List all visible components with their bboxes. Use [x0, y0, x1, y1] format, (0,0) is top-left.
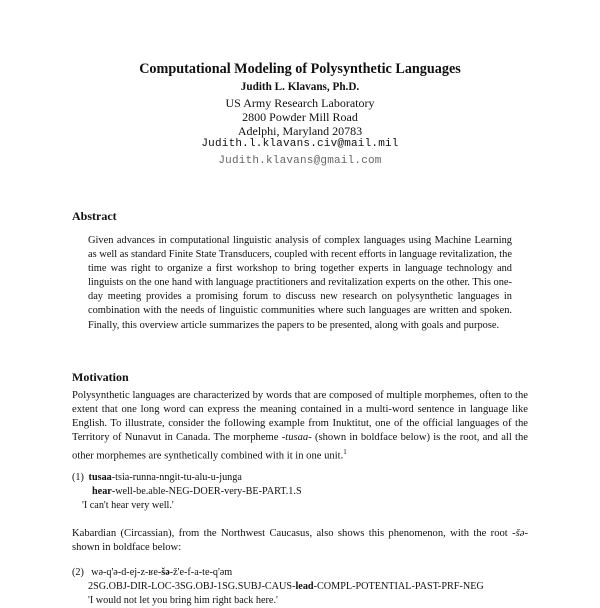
p2-text-a: Kabardian (Circassian), from the Northwest Caucasus, also shows this phenomenon, with the root [72, 528, 513, 539]
affiliation-street: 2800 Powder Mill Road [242, 110, 358, 124]
example-2-gloss-root: lead [295, 581, 314, 592]
example-1-suffixes: -tsia-runna-nngit-tu-alu-u-junga [111, 472, 242, 483]
p1-morpheme: -tusaa- [281, 432, 312, 444]
example-1-number: (1) [72, 472, 84, 483]
example-2-number: (2) [72, 567, 84, 578]
abstract-heading: Abstract [72, 209, 117, 223]
example-2-gloss-b: -COMPL-POTENTIAL-PAST-PRF-NEG [313, 581, 484, 592]
example-2-word [72, 566, 484, 580]
p1-text-a: Polysynthetic languages are characterized by words that are composed of multiple morphemes, often to the extent that one long word can express the meaning contained in a multi-word sentence in language like English. To illustrate, consider the following example from Inuktitut, one of the official languages of the Territory of Nunavut in Canada. The morpheme [72, 390, 528, 444]
p2-morpheme: -šə- [512, 528, 528, 539]
motivation-paragraph-2 [72, 527, 528, 555]
affiliation-org: US Army Research Laboratory [225, 96, 375, 110]
example-2-prefixes: wə-q'ə-d-ej-z-ʁe- [91, 567, 162, 578]
example-2-gloss [72, 580, 484, 594]
email-work: Judith.l.klavans.civ@mail.mil [201, 138, 399, 150]
author-name: Judith L. Klavans, Ph.D. [240, 81, 360, 93]
affiliation-city: Adelphi, Maryland 20783 [237, 124, 363, 138]
footnote-marker: 1 [343, 448, 347, 457]
motivation-paragraph-1 [72, 389, 528, 464]
example-2-translation: 'I would not let you bring him right back here.' [88, 595, 278, 606]
example-2-root: šə [161, 567, 170, 578]
example-1-gloss-root: hear [92, 486, 112, 497]
email-personal: Judith.klavans@gmail.com [218, 155, 382, 167]
p2-text-b: shown in boldface below: [72, 542, 182, 554]
example-1-word [72, 471, 302, 485]
example-1-gloss [72, 485, 302, 499]
p1-text-b: (shown in boldface below) is the root, and all the other morphemes are synthetically combined with it in one unit. [72, 432, 528, 462]
example-2 [72, 566, 484, 608]
example-2-gloss-a: 2SG.OBJ-DIR-LOC-3SG.OBJ-1SG.SUBJ-CAUS- [88, 581, 296, 592]
example-1-gloss-rest: -well-be.able-NEG-DOER-very-BE-PART.1.S [111, 486, 302, 497]
abstract-text: Given advances in computational linguistic analysis of complex languages using Machine Learning as well as standard Finite State Transducers, coupled with recent efforts in language revitalization, the time was right to organize a first workshop to bring together experts in language technology and linguists on the one hand with language practitioners and revitalization experts on the other. This one-day meeting provides a promising forum to discuss new research on polysynthetic languages in combination with the needs of linguistic communities where such languages are written and spoken. Finally, this overview article summarizes the papers to be presented, along with goals and purpose. [88, 235, 512, 331]
example-1-translation: 'I can't hear very well.' [82, 500, 174, 511]
example-1 [72, 471, 302, 513]
example-1-root: tusaa [88, 472, 112, 483]
motivation-heading: Motivation [72, 370, 129, 384]
paper-title: Computational Modeling of Polysynthetic Languages [139, 61, 461, 77]
example-2-suffixes: -ž'e-f-a-te-q'əm [169, 567, 233, 578]
